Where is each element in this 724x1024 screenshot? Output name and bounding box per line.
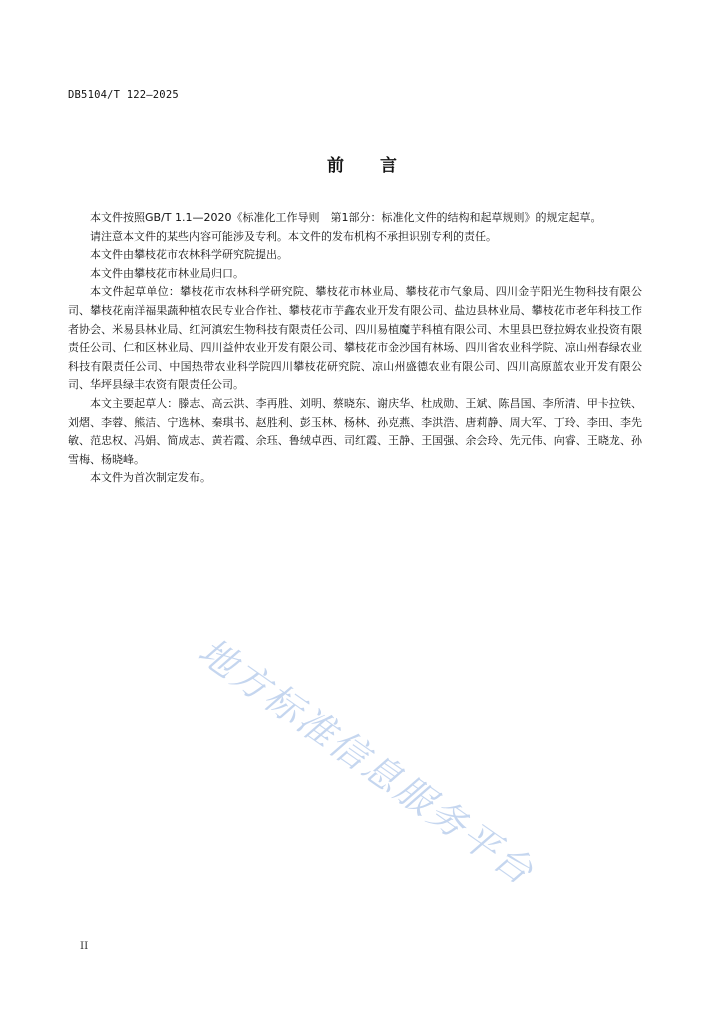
document-id: DB5104/T 122—2025 <box>68 89 179 101</box>
paragraph-patent-notice: 请注意本文件的某些内容可能涉及专利。本文件的发布机构不承担识别专利的责任。 <box>90 229 497 243</box>
paragraph-drafting-units: 本文件起草单位：攀枝花市农林科学研究院、攀枝花市林业局、攀枝花市气象局、四川金芋阳光生物科技有限公司、攀枝花南洋福果蔬种植农民专业合作社、攀枝花市芋鑫农业开发有限公司、盐边县林业局、攀枝花市老年科技工作者协会、米易县林业局、红河滇宏生物科技有限责任公司、四川易植魔芋科植有限公司、木里县巴登拉姆农业投资有限责任公司、仁和区林业局、四川益仲农业开发有限公司、攀枝花市金沙国有林场、四川省农业科学院、凉山州春绿农业科技有限责任公司、中国热带农业科学院四川攀枝花研究院、凉山州盛德农业有限公司、四川高原蓝农业开发有限公司、华坪县绿丰农资有限责任公司。 <box>68 285 642 392</box>
paragraph-first-release: 本文件为首次制定发布。 <box>90 471 211 485</box>
section-title: 前言 <box>327 156 433 176</box>
paragraph-drafters: 本文主要起草人：滕志、高云洪、李再胜、刘明、蔡晓东、谢庆华、杜成勋、王斌、陈昌国、李所清、甲卡拉铁、刘熠、李蓉、熊洁、宁选林、秦琪书、赵胜利、彭玉林、杨林、孙克燕、李洪浩、唐莉静、周大军、丁玲、李田、李先敏、范忠权、冯娟、简成志、黄若霞、余珏、鲁绒卓西、司红霞、王静、王国强、余会玲、先元伟、向睿、王晓龙、孙雪梅、杨晓峰。 <box>68 396 642 466</box>
paragraph-centralized-by: 本文件由攀枝花市林业局归口。 <box>90 266 244 280</box>
watermark: 地方标准信息服务平台 <box>190 629 543 895</box>
foreword-body <box>68 209 642 488</box>
paragraph-drafting-basis: 本文件按照GB/T 1.1—2020《标准化工作导则 第1部分：标准化文件的结构和起草规则》的规定起草。 <box>90 211 602 224</box>
paragraph-proposer: 本文件由攀枝花市农林科学研究院提出。 <box>90 248 288 262</box>
page-number: II <box>80 940 89 952</box>
